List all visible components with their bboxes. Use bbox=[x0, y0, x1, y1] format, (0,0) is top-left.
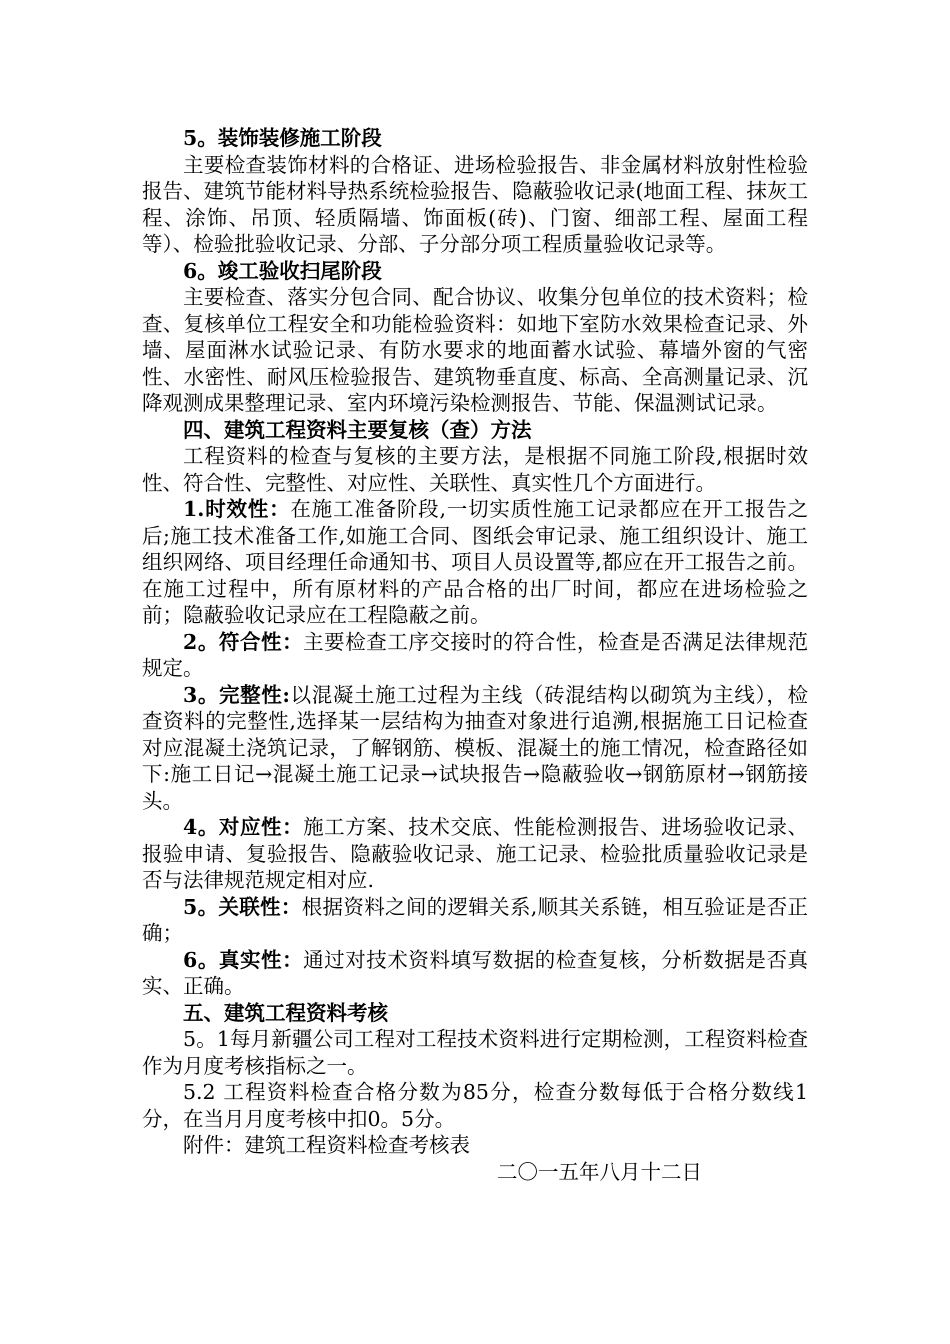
method-label: 3。完整性: bbox=[183, 682, 290, 707]
method-text: 通过对技术资料填写数据的检查复核，分析数据是否真实、正确。 bbox=[142, 947, 808, 998]
method-item-timeliness bbox=[142, 496, 808, 629]
method-item-authenticity bbox=[142, 947, 808, 1000]
method-text: 以混凝土施工过程为主线（砖混结构以砌筑为主线），检查资料的完整性,选择某一层结构为抽查对象进行追溯,根据施工日记检查对应混凝土浇筑记录，了解钢筋、模板、混凝土的施工情况，检查路径如下:施工日记→混凝土施工记录→试块报告→隐蔽验收→钢筋原材→钢筋接头。 bbox=[142, 682, 808, 813]
method-item-correspondence bbox=[142, 814, 808, 894]
part-4-title: 四、建筑工程资料主要复核（查）方法 bbox=[183, 417, 532, 442]
section-5-title: 5。装饰装修施工阶段 bbox=[183, 126, 382, 150]
assessment-paragraph-1: 5。1每月新疆公司工程对工程技术资料进行定期检测，工程资料检查作为月度考核指标之一。 bbox=[142, 1027, 808, 1078]
method-text: 施工方案、技术交底、性能检测报告、进场验收记录、报验申请、复验报告、隐蔽验收记录、施工记录、检验批质量验收记录是否与法律规范规定相对应. bbox=[142, 815, 808, 892]
attachment-note: 附件：建筑工程资料检查考核表 bbox=[183, 1133, 470, 1157]
method-label: 4。对应性： bbox=[183, 815, 304, 839]
method-item-compliance bbox=[142, 629, 808, 682]
method-text: 根据资料之间的逻辑关系,顺其关系链，相互验证是否正确； bbox=[142, 894, 809, 945]
method-item-relevance bbox=[142, 894, 808, 947]
document-date: 二〇一五年八月十二日 bbox=[497, 1159, 702, 1184]
method-item-completeness bbox=[142, 682, 808, 815]
section-5-body: 主要检查装饰材料的合格证、进场检验报告、非金属材料放射性检验报告、建筑节能材料导热系统检验报告、隐蔽验收记录(地面工程、抹灰工程、涂饰、吊顶、轻质隔墙、饰面板(砖)、门窗、细部工程、屋面工程等）、检验批验收记录、分部、子分部分项工程质量验收记录等。 bbox=[142, 152, 808, 256]
section-6-body: 主要检查、落实分包合同、配合协议、收集分包单位的技术资料；检查、复核单位工程安全和功能检验资料：如地下室防水效果检查记录、外墙、屋面淋水试验记录、有防水要求的地面蓄水试验、幕墙外窗的气密性、水密性、耐风压检验报告、建筑物垂直度、标高、全高测量记录、沉降观测成果整理记录、室内环境污染检测报告、节能、保温测试记录。 bbox=[142, 285, 808, 415]
part-4-intro: 工程资料的检查与复核的主要方法，是根据不同施工阶段,根据时效性、符合性、完整性、对应性、关联性、真实性几个方面进行。 bbox=[142, 444, 808, 495]
method-text: 在施工准备阶段,一切实质性施工记录都应在开工报告之后;施工技术准备工作,如施工合同、图纸会审记录、施工组织设计、施工组织网络、项目经理任命通知书、项目人员设置等,都应在开工报告之前。在施工过程中，所有原材料的产品合格的出厂时间，都应在进场检验之前；隐蔽验收记录应在工程隐蔽之前。 bbox=[142, 497, 809, 627]
method-label: 6。真实性： bbox=[183, 947, 304, 972]
method-label: 2。符合性： bbox=[183, 629, 304, 654]
method-label: 5。关联性： bbox=[183, 894, 302, 919]
assessment-paragraph-2: 5.2 工程资料检查合格分数为85分，检查分数每低于合格分数线1分，在当月月度考核中扣0。5分。 bbox=[142, 1080, 808, 1131]
part-5-title: 五、建筑工程资料考核 bbox=[183, 1000, 388, 1025]
section-6-title: 6。竣工验收扫尾阶段 bbox=[183, 258, 382, 283]
method-label: 1.时效性： bbox=[183, 497, 291, 521]
method-text: 主要检查工序交接时的符合性，检查是否满足法律规范规定。 bbox=[142, 629, 808, 680]
